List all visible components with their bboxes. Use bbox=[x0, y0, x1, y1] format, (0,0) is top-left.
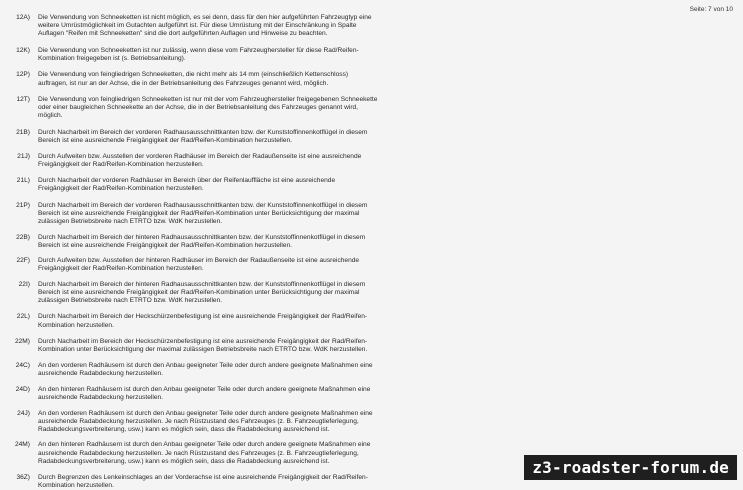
remark-text: Durch Aufweiten bzw. Ausstellen der vorderen Radhäuser im Bereich der Radaußenseite ist eine ausreichende Freigängigkeit der Rad/Reifen-Kombination herzustellen. bbox=[38, 153, 362, 169]
remark-text: An den hinteren Radhäusern ist durch den Anbau geeigneter Teile oder durch andere geeignete Maßnahmen eine ausreichende Radabdeckung herzustellen. Je nach Rüstzustand des Fahrzeuges (z. B. Fahrzeugtieferlegung, Radabdeckungsverbreiterung, usw.) kann es möglich sein, dass die Radabdeckung ausreichend ist. bbox=[38, 441, 371, 465]
remark-entry bbox=[8, 362, 736, 378]
remark-text: An den hinteren Radhäusern ist durch den Anbau geeigneter Teile oder durch andere geeignete Maßnahmen eine ausreichende Radabdeckung herzustellen. bbox=[38, 386, 371, 402]
remark-entry bbox=[8, 410, 736, 434]
remark-text: Durch Nacharbeit im Bereich der hinteren Radhausausschnittkanten bzw. der Kunststoffinnenkotflügel in diesem Bereich ist eine ausreichende Freigängigkeit der Rad/Reifen-Kombination herzustellen. bbox=[38, 233, 366, 249]
remark-text: Durch Nacharbeit im Bereich der Heckschürzenbefestigung ist eine ausreichende Freigängigkeit der Rad/Reifen-Kombination herzustellen. bbox=[38, 313, 368, 329]
remark-entry bbox=[8, 257, 736, 273]
remark-code: 12T) bbox=[16, 95, 30, 103]
remark-code: 12K) bbox=[16, 47, 30, 55]
remark-text: Durch Nacharbeit der vorderen Radhäuser im Bereich über der Reifenlauffläche ist eine ausreichende Freigängigkeit der Rad/Reifen-Kombination herzustellen. bbox=[38, 177, 336, 193]
remark-entry bbox=[8, 234, 736, 250]
remark-entry bbox=[8, 386, 736, 402]
remark-text: Durch Aufweiten bzw. Ausstellen der hinteren Radhäuser im Bereich der Radaußenseite ist eine ausreichende Freigängigkeit der Rad/Reifen-Kombination herzustellen. bbox=[38, 256, 360, 273]
remark-entry bbox=[8, 153, 736, 169]
remark-entry bbox=[8, 313, 736, 329]
remark-code: 21L) bbox=[16, 177, 30, 185]
remark-text: Durch Nacharbeit im Bereich der vorderen Radhausausschnittkanten bzw. der Kunststoffinnenkotflügel in diesem Bereich ist eine ausreichende Freigängigkeit der Rad/Reifen-Kombination herzustellen. bbox=[38, 128, 368, 145]
remark-text: An den vorderen Radhäusern ist durch den Anbau geeigneter Teile oder durch andere geeignete Maßnahmen eine ausreichende Radabdeckung herzustellen. Je nach Rüstzustand des Fahrzeuges (z. B. Fahrzeugtieferlegung, Radabdeckungsverbreiterung, usw.) kann es möglich sein, dass die Radabdeckung ausreichend ist. bbox=[38, 410, 373, 434]
remark-code: 21B) bbox=[16, 128, 30, 136]
remark-entry bbox=[8, 14, 736, 38]
remark-code: 24C) bbox=[15, 361, 30, 369]
remark-text: Die Verwendung von feingliedrigen Schneeketten ist nur mit der vom Fahrzeughersteller freigegebenen Schneekette oder einer baugleichen Schneekette an der Achse, die in der Betriebsanleitung des Fahrzeuges genannt wird, möglich. bbox=[38, 95, 378, 119]
remark-code: 12A) bbox=[16, 14, 30, 21]
remark-entry bbox=[8, 338, 736, 354]
entry-list bbox=[8, 14, 736, 490]
watermark: z3-roadster-forum.de bbox=[524, 455, 737, 480]
remark-code: 22B) bbox=[16, 233, 30, 241]
remark-code: 21J) bbox=[17, 153, 30, 161]
remark-code: 36Z) bbox=[16, 473, 30, 481]
remark-entry bbox=[8, 177, 736, 193]
remark-text: Die Verwendung von Schneeketten ist nicht möglich, es sei denn, dass für den hier aufgeführten Fahrzeugtyp eine weitere Umrüstmöglichkeit im Gutachten aufgeführt ist. Für diese Umrüstung mit der Einschränkung in Spalte Auflagen "Reifen mit Schneeketten" sind die dort aufgeführten Auflagen und Hinweise zu beachten. bbox=[38, 14, 372, 38]
remark-code: 22M) bbox=[14, 337, 30, 345]
remark-entry bbox=[8, 96, 736, 120]
remark-code: 24D) bbox=[15, 386, 30, 393]
remark-text: Die Verwendung von Schneeketten ist nur zulässig, wenn diese vom Fahrzeughersteller für diese Rad/Reifen-Kombination freigegeben ist (s. Betriebsanleitung). bbox=[38, 47, 359, 63]
remark-text: Durch Begrenzen des Lenkeinschlages an der Vorderachse ist eine ausreichende Freigängigkeit der Rad/Reifen-Kombination herzustellen. bbox=[38, 473, 368, 489]
remark-text: An den vorderen Radhäusern ist durch den Anbau geeigneter Teile oder durch andere geeignete Maßnahmen eine ausreichende Radabdeckung herzustellen. bbox=[38, 361, 373, 377]
remark-text: Durch Nacharbeit im Bereich der vorderen Radhausausschnittkanten bzw. der Kunststoffinnenkotflügel in diesem Bereich ist eine ausreichende Freigängigkeit der Rad/Reifen-Kombination unter Berücksichtigung der maximal zulässigen Betriebsbreite nach ETRTO bzw. WdK herzustellen. bbox=[38, 201, 368, 225]
remark-code: 24J) bbox=[17, 410, 30, 418]
remark-code: 24M) bbox=[14, 441, 30, 449]
remark-code: 21P) bbox=[16, 201, 30, 209]
remark-entry bbox=[8, 129, 736, 145]
remark-code: 22F) bbox=[16, 256, 30, 264]
page-number: Seite: 7 von 10 bbox=[689, 6, 733, 13]
remark-text: Die Verwendung von feingliedrigen Schneeketten, die nicht mehr als 14 mm (einschließlich Kettenschloss) auftragen, ist nur an der Achse, die in der Betriebsanleitung des Fahrzeuges genannt wird, möglich. bbox=[38, 71, 349, 87]
remark-text: Durch Nacharbeit im Bereich der hinteren Radhausausschnittkanten bzw. der Kunststoffinnenkotflügel in diesem Bereich ist eine ausreichende Freigängigkeit der Rad/Reifen-Kombination unter Berücksichtigung der maximal zulässigen Betriebsbreite nach ETRTO bzw. WdK herzustellen. bbox=[38, 281, 366, 305]
remark-entry bbox=[8, 202, 736, 226]
remark-entry bbox=[8, 71, 736, 87]
remark-entry bbox=[8, 47, 736, 63]
remark-code: 12P) bbox=[16, 71, 30, 79]
remark-code: 22L) bbox=[16, 313, 30, 321]
remark-code: 22I) bbox=[18, 281, 30, 289]
remark-text: Durch Nacharbeit im Bereich der Heckschürzenbefestigung ist eine ausreichende Freigängigkeit der Rad/Reifen-Kombination unter Berücksichtigung der maximal zulässigen Betriebsbreite nach ETRTO bzw. WdK herzustellen. bbox=[38, 337, 368, 353]
remark-entry bbox=[8, 281, 736, 305]
